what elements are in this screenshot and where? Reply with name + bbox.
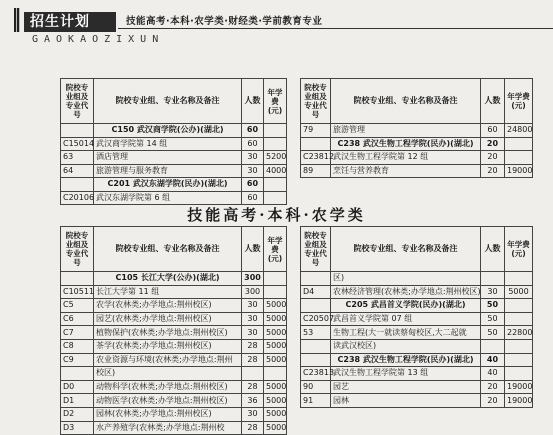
cell-name: 园林	[331, 394, 481, 408]
cell-count	[481, 339, 505, 353]
cell-code: 89	[301, 164, 331, 178]
table-header-row	[61, 227, 287, 272]
header-title: 招生计划	[24, 12, 116, 32]
cell-code	[301, 299, 331, 313]
cell-count: 20	[481, 151, 505, 165]
cell-name: 武汉商学院第 14 组	[94, 137, 242, 151]
cell-count: 60	[242, 124, 264, 138]
cell-code: C20507	[301, 312, 331, 326]
cell-count: 28	[242, 421, 264, 435]
column-header-fee: 年学费(元)	[505, 227, 533, 272]
cell-code: C8	[61, 339, 94, 353]
table-row	[61, 353, 287, 367]
cell-name: 生物工程(大一就读蔡甸校区,大二起就	[331, 326, 481, 340]
cell-count: 20	[481, 164, 505, 178]
cell-code: 79	[301, 124, 331, 138]
table-header-row	[61, 79, 287, 124]
table-bottom-right	[300, 226, 533, 408]
cell-fee: 5000	[264, 326, 287, 340]
cell-name: 武汉生物工程学院第 12 组	[331, 151, 481, 165]
table-row	[61, 312, 287, 326]
column-header-count: 人数	[242, 227, 264, 272]
cell-count: 30	[242, 151, 264, 165]
table-row	[61, 151, 287, 165]
column-header-code: 院校专业组及专业代号	[61, 79, 94, 124]
cell-count: 60	[481, 124, 505, 138]
cell-fee: 5000	[264, 421, 287, 435]
cell-name: 园艺(农林类;办学地点:荆州校区)	[94, 312, 242, 326]
cell-count: 50	[481, 326, 505, 340]
cell-count: 50	[481, 299, 505, 313]
table-row	[61, 191, 287, 205]
cell-name: C105 长江大学(公办)(湖北)	[94, 272, 242, 286]
cell-name: 旅游管理与服务教育	[94, 164, 242, 178]
cell-name: 动物科学(农林类;办学地点:荆州校区)	[94, 380, 242, 394]
cell-code: D1	[61, 394, 94, 408]
cell-fee	[505, 137, 533, 151]
column-header-name: 院校专业组、专业名称及备注	[94, 227, 242, 272]
cell-fee: 5000	[264, 407, 287, 421]
cell-code: C9	[61, 353, 94, 367]
cell-code: D4	[301, 285, 331, 299]
cell-count: 20	[481, 394, 505, 408]
cell-fee: 19000	[505, 394, 533, 408]
cell-code	[61, 367, 94, 381]
column-header-count: 人数	[481, 79, 505, 124]
cell-fee: 5000	[264, 312, 287, 326]
column-header-count: 人数	[481, 227, 505, 272]
header-bars-decoration	[14, 8, 20, 32]
table-row	[61, 137, 287, 151]
cell-count: 28	[242, 380, 264, 394]
cell-code: C20106	[61, 191, 94, 205]
cell-code: C7	[61, 326, 94, 340]
table-row	[61, 394, 287, 408]
column-header-name: 院校专业组、专业名称及备注	[94, 79, 242, 124]
table-row	[61, 299, 287, 313]
cell-name: 农学(农林类;办学地点:荆州校区)	[94, 299, 242, 313]
cell-fee	[264, 285, 287, 299]
cell-fee: 5000	[264, 299, 287, 313]
cell-count: 30	[242, 164, 264, 178]
cell-name: 读武汉校区)	[331, 339, 481, 353]
cell-count: 30	[242, 312, 264, 326]
cell-count: 300	[242, 285, 264, 299]
table-row	[301, 312, 533, 326]
cell-count: 20	[481, 137, 505, 151]
cell-code	[301, 339, 331, 353]
cell-name: 园艺	[331, 380, 481, 394]
section-title: 技能高考·本科·农学类	[187, 206, 366, 224]
cell-name: 区)	[331, 272, 481, 286]
cell-count: 60	[242, 137, 264, 151]
cell-fee	[264, 191, 287, 205]
cell-code	[61, 272, 94, 286]
cell-code: C5	[61, 299, 94, 313]
cell-code	[61, 124, 94, 138]
cell-fee: 5000	[505, 285, 533, 299]
cell-count: 36	[242, 394, 264, 408]
cell-name: 农业资源与环境(农林类;办学地点:荆州	[94, 353, 242, 367]
table-header-row	[301, 79, 533, 124]
cell-fee	[264, 367, 287, 381]
header-pinyin: GAOKAOZIXUN	[32, 34, 165, 45]
school-row	[61, 272, 287, 286]
cell-code: C6	[61, 312, 94, 326]
table-row	[61, 164, 287, 178]
cell-fee	[505, 339, 533, 353]
cell-name: 武昌首义学院第 07 组	[331, 312, 481, 326]
cell-name: 武汉生物工程学院第 13 组	[331, 367, 481, 381]
cell-code	[301, 353, 331, 367]
cell-code: 64	[61, 164, 94, 178]
cell-count: 30	[242, 407, 264, 421]
column-header-name: 院校专业组、专业名称及备注	[331, 79, 481, 124]
cell-name: C205 武昌首义学院(民办)(湖北)	[331, 299, 481, 313]
cell-count: 30	[242, 299, 264, 313]
cell-fee: 19000	[505, 164, 533, 178]
cell-code: 53	[301, 326, 331, 340]
cell-count: 28	[242, 353, 264, 367]
table-row	[301, 339, 533, 353]
column-header-fee: 年学费(元)	[264, 227, 287, 272]
table-row	[301, 394, 533, 408]
cell-code: C15014	[61, 137, 94, 151]
cell-code	[301, 272, 331, 286]
cell-code: D3	[61, 421, 94, 435]
cell-fee: 24800	[505, 124, 533, 138]
cell-fee	[264, 178, 287, 192]
cell-fee: 5000	[264, 339, 287, 353]
cell-code: C23812	[301, 151, 331, 165]
cell-fee	[264, 272, 287, 286]
table-row	[61, 407, 287, 421]
cell-name: 长江大学第 11 组	[94, 285, 242, 299]
cell-fee	[264, 137, 287, 151]
table-row	[301, 285, 533, 299]
table-row	[61, 380, 287, 394]
cell-code: 91	[301, 394, 331, 408]
cell-name: 茶学(农林类;办学地点:荆州校区)	[94, 339, 242, 353]
cell-fee: 4000	[264, 164, 287, 178]
cell-count: 40	[481, 353, 505, 367]
cell-fee	[505, 299, 533, 313]
school-row	[301, 137, 533, 151]
table-top-right	[300, 78, 533, 178]
cell-fee: 5000	[264, 394, 287, 408]
cell-code: 63	[61, 151, 94, 165]
table-row	[61, 326, 287, 340]
cell-name: 旅游管理	[331, 124, 481, 138]
cell-name: 烹饪与营养教育	[331, 164, 481, 178]
table-row	[301, 272, 533, 286]
school-row	[61, 124, 287, 138]
school-row	[301, 299, 533, 313]
cell-name: 植物保护(农林类;办学地点:荆州校区)	[94, 326, 242, 340]
column-header-count: 人数	[242, 79, 264, 124]
cell-code: D0	[61, 380, 94, 394]
cell-name: C238 武汉生物工程学院(民办)(湖北)	[331, 353, 481, 367]
cell-code	[301, 137, 331, 151]
table-header-row	[301, 227, 533, 272]
cell-fee	[505, 312, 533, 326]
table-row	[61, 367, 287, 381]
table-row	[301, 380, 533, 394]
cell-count: 30	[242, 326, 264, 340]
column-header-code: 院校专业组及专业代号	[301, 227, 331, 272]
cell-count: 60	[242, 178, 264, 192]
cell-name: 园林(农林类;办学地点:荆州校区)	[94, 407, 242, 421]
cell-code: 90	[301, 380, 331, 394]
cell-fee	[505, 272, 533, 286]
column-header-fee: 年学费(元)	[505, 79, 533, 124]
table-row	[301, 151, 533, 165]
cell-name: 武汉东湖学院第 6 组	[94, 191, 242, 205]
cell-fee	[264, 124, 287, 138]
cell-name: C238 武汉生物工程学院(民办)(湖北)	[331, 137, 481, 151]
school-row	[301, 353, 533, 367]
cell-fee: 5000	[264, 353, 287, 367]
cell-fee: 5200	[264, 151, 287, 165]
cell-count	[242, 367, 264, 381]
cell-name: C150 武汉商学院(公办)(湖北)	[94, 124, 242, 138]
cell-fee	[505, 353, 533, 367]
table-row	[301, 326, 533, 340]
column-header-name: 院校专业组、专业名称及备注	[331, 227, 481, 272]
school-row	[61, 178, 287, 192]
table-row	[61, 339, 287, 353]
cell-name: 动物医学(农林类;办学地点:荆州校区)	[94, 394, 242, 408]
cell-name: C201 武汉东湖学院(民办)(湖北)	[94, 178, 242, 192]
cell-count: 50	[481, 312, 505, 326]
cell-name: 酒店管理	[94, 151, 242, 165]
cell-code: C10511	[61, 285, 94, 299]
column-header-code: 院校专业组及专业代号	[301, 79, 331, 124]
column-header-code: 院校专业组及专业代号	[61, 227, 94, 272]
cell-code	[61, 178, 94, 192]
cell-fee: 19000	[505, 380, 533, 394]
table-row	[301, 367, 533, 381]
cell-fee: 5000	[264, 380, 287, 394]
cell-count	[481, 272, 505, 286]
cell-count: 28	[242, 339, 264, 353]
header-subtitle: 技能高考·本科·农学类·财经类·学前教育专业	[118, 15, 553, 29]
table-top-left	[60, 78, 287, 205]
cell-name: 水产养殖学(农林类;办学地点:荆州校	[94, 421, 242, 435]
cell-name: 农林经济管理(农林类;办学地点:荆州校区)	[331, 285, 481, 299]
cell-fee	[505, 151, 533, 165]
cell-fee: 22800	[505, 326, 533, 340]
cell-count: 300	[242, 272, 264, 286]
table-row	[61, 285, 287, 299]
cell-fee	[505, 367, 533, 381]
table-row	[301, 164, 533, 178]
cell-code: D2	[61, 407, 94, 421]
table-row	[61, 421, 287, 435]
cell-count: 30	[481, 285, 505, 299]
cell-count: 60	[242, 191, 264, 205]
cell-code: C23813	[301, 367, 331, 381]
column-header-fee: 年学费(元)	[264, 79, 287, 124]
cell-count: 20	[481, 380, 505, 394]
table-row	[301, 124, 533, 138]
table-bottom-left	[60, 226, 287, 435]
cell-name: 校区)	[94, 367, 242, 381]
cell-count: 40	[481, 367, 505, 381]
